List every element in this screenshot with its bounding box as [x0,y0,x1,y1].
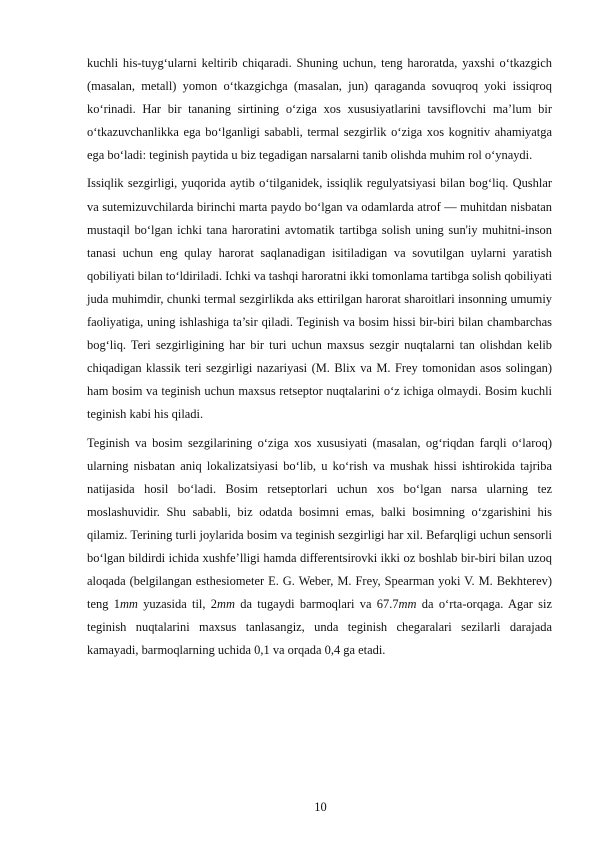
paragraph-3-text-4: da o‘rta-orqaga. Agar siz teginish nuqtalarini maxsus tanlasangiz, unda teginish chegaralari sezilarli darajada kamayadi, barmoqlarning uchida 0,1 va orqada 0,4 ga etadi. [87,597,552,658]
paragraph-2: Issiqlik sezgirligi, yuqorida aytib o‘tilganidek, issiqlik regulyatsiyasi bilan bog‘liq. Qushlar va sutemizuvchilarda birinchi marta paydo bo‘lgan va odamlarda atrof — muhitdan nisbatan mustaqil bo‘lgan ichki tana haroratini avtomatik tartibga solish uning sun'iy muhitni-inson tanasi uchun eng qulay harorat saqlanadigan isitiladigan va sovutilgan uylarni yaratish qobiliyati bilan to‘ldiriladi. Ichki va tashqi haroratni ikki tomonlama tartibga solish qobiliyati juda muhimdir, chunki termal sezgirlikda aks ettirilgan harorat sharoitlari insonning umumiy faoliyatiga, uning ishlashiga ta’sir qiladi. Teginish va bosim hissi bir-biri bilan chambarchas bog‘liq. Teri sezgirligining har bir turi uchun maxsus sezgir nuqtalarni tan olishdan kelib chiqadigan klassik teri sezgirligi nazariyasi (M. Blix va M. Frey tomonidan asos solingan) ham bosim va teginish uchun maxsus retseptor nuqtalarini o‘z ichiga olmaydi. Bosim kuchli teginish kabi his qiladi. [87,176,552,422]
page-number: 10 [314,800,327,814]
unit-mm-3: mm [398,597,417,612]
unit-mm-1: mm [119,597,138,612]
paragraph-3-text-2: yuzasida til, 2 [137,597,217,612]
paragraph-1: kuchli his-tuyg‘ularni keltirib chiqaradi. Shuning uchun, teng haroratda, yaxshi o‘tkazgich (masalan, metall) yomon o‘tkazgichga (masalan, jun) qaraganda sovuqroq yoki issiqroq ko‘rinadi. Har bir tananing sirtining o‘ziga xos xususiyatlarini tavsiflovchi ma’lum bir o‘tkazuvchanlikka ega bo‘lganligi sababli, termal sezgirlik o‘ziga xos kognitiv ahamiyatga ega bo‘ladi: teginish paytida u biz tegadigan narsalarni tanib olishda muhim rol o‘ynaydi. [87,56,552,163]
paragraph-3 [87,432,552,663]
paragraph-3-text-3: da tugaydi barmoqlari va 67.7 [234,597,399,612]
paragraph-3-text-1: Teginish va bosim sezgilarining o‘ziga xos xususiyati (masalan, og‘riqdan farqli o‘laroq) ularning nisbatan aniq lokalizatsiyasi bo‘lib, u ko‘rish va mushak hissi ishtirokida tajriba natijasida hosil bo‘ladi. Bosim retseptorlari uchun xos bo‘lgan narsa ularning tez moslashuvidir. Shu sababli, biz odatda bosimni emas, balki bosimning o‘zgarishini his qilamiz. Terining turli joylarida bosim va teginish sezgirligi har xil. Befarqligi uchun sensorli bo‘lgan bildirdi ichida xushfe’lligi hamda differentsirovki ikki oz boshlab bir-biri bilan uzoq aloqada (belgilangan esthesiometer E. G. Weber, M. Frey, Spearman yoki V. M. Bekhterev) teng 1 [87,435,552,612]
document-page [87,52,552,662]
unit-mm-2: mm [217,597,235,612]
